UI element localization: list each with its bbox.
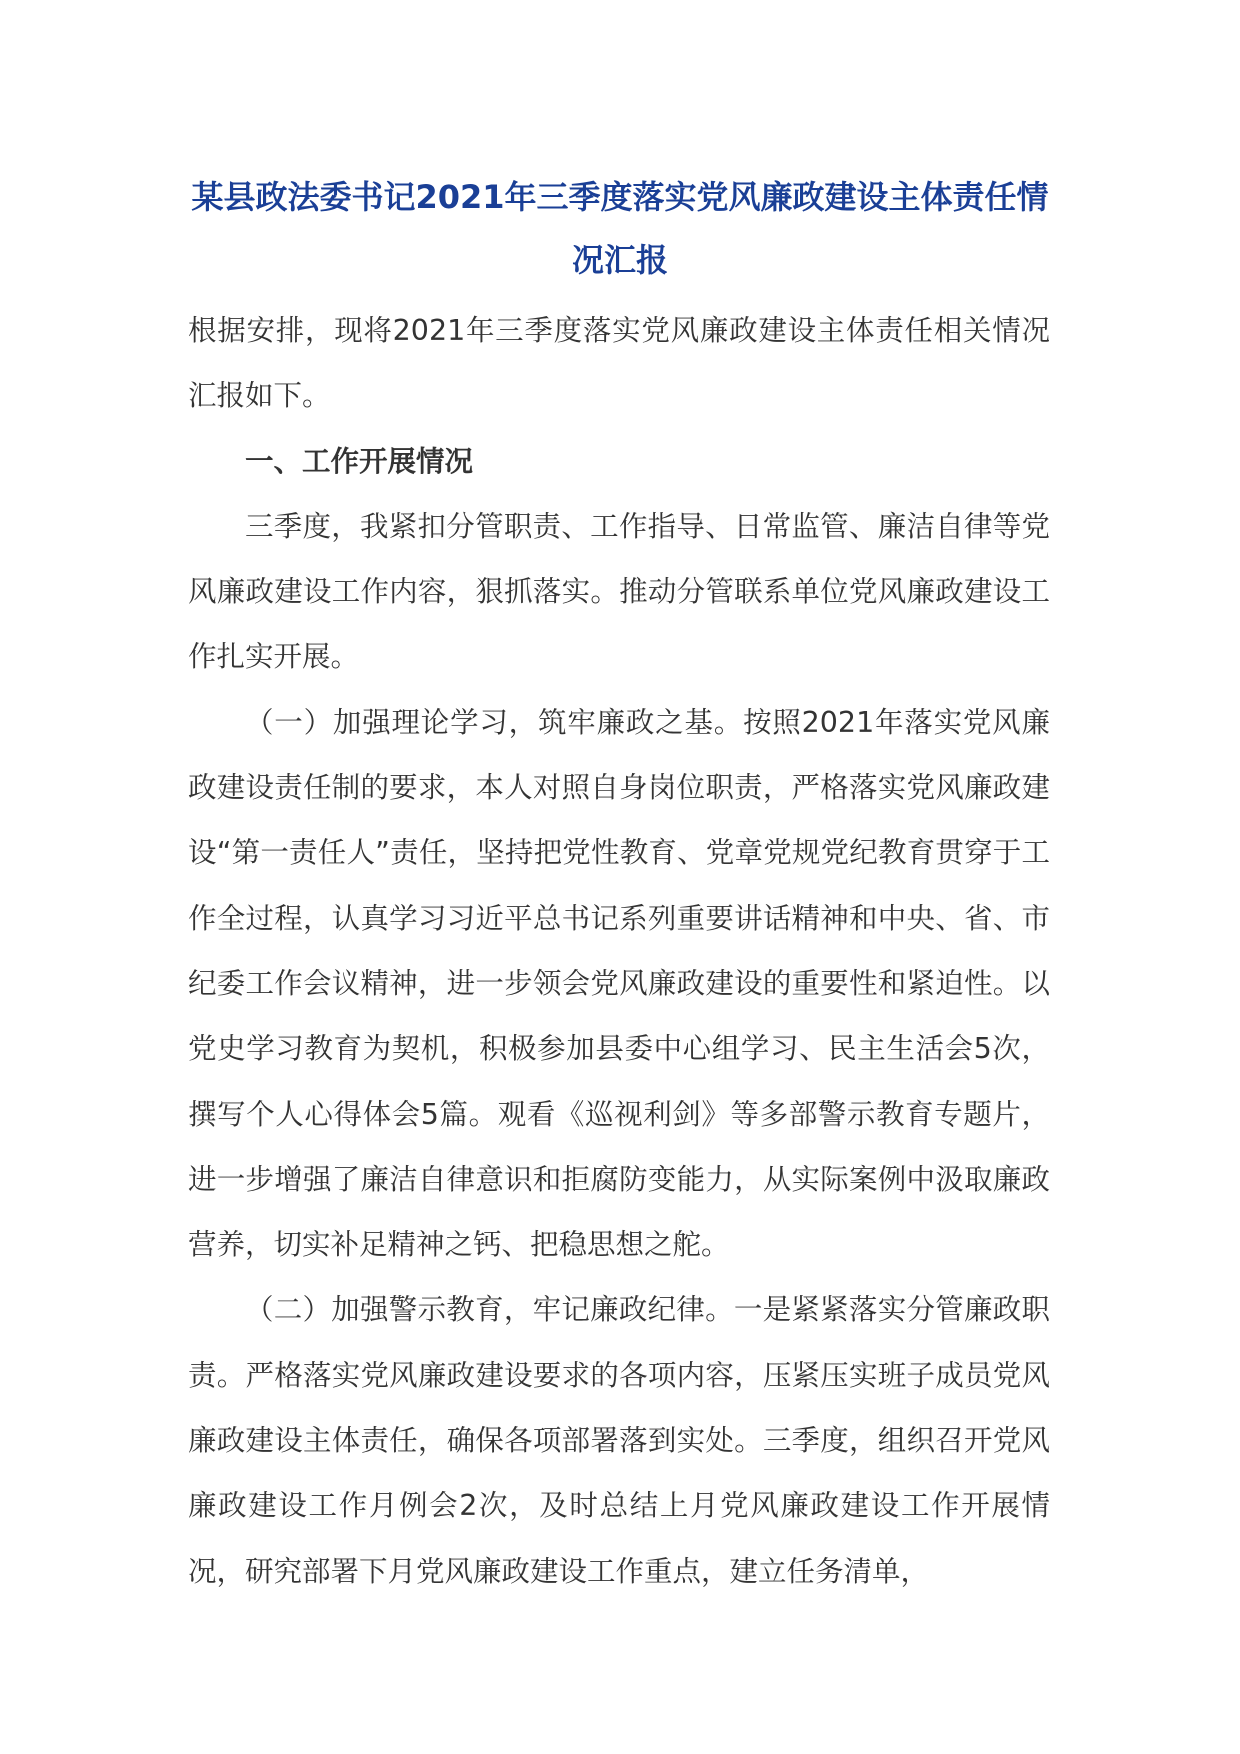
subsection-paragraph-1: （一）加强理论学习，筑牢廉政之基。按照2021年落实党风廉政建设责任制的要求，本人对照自身岗位职责，严格落实党风廉政建设“第一责任人”责任，坚持把党性教育、党章党规党纪教育贯穿于工作全过程，认真学习习近平总书记系列重要讲话精神和中央、省、市纪委工作会议精神，进一步领会党风廉政建设的重要性和紧迫性。以党史学习教育为契机，积极参加县委中心组学习、民主生活会5次，撰写个人心得体会5篇。观看《巡视利剑》等多部警示教育专题片，进一步增强了廉洁自律意识和拒腐防变能力，从实际案例中汲取廉政营养，切实补足精神之钙、把稳思想之舵。 <box>188 705 1050 1262</box>
section-paragraph: 三季度，我紧扣分管职责、工作指导、日常监管、廉洁自律等党风廉政建设工作内容，狠抓落实。推动分管联系单位党风廉政建设工作扎实开展。 <box>188 509 1050 674</box>
subsection-paragraph-2: （二）加强警示教育，牢记廉政纪律。一是紧紧落实分管廉政职责。严格落实党风廉政建设要求的各项内容，压紧压实班子成员党风廉政建设主体责任，确保各项部署落到实处。三季度，组织召开党风廉政建设工作月例会2次，及时总结上月党风廉政建设工作开展情况，研究部署下月党风廉政建设工作重点，建立任务清单， <box>188 1293 1050 1588</box>
section-heading: 一、工作开展情况 <box>245 444 474 478</box>
intro-paragraph: 根据安排，现将2021年三季度落实党风廉政建设主体责任相关情况汇报如下。 <box>188 314 1050 413</box>
document-body <box>188 298 1050 1604</box>
document-title: 某县政法委书记2021年三季度落实党风廉政建设主体责任情况汇报 <box>191 178 1049 279</box>
